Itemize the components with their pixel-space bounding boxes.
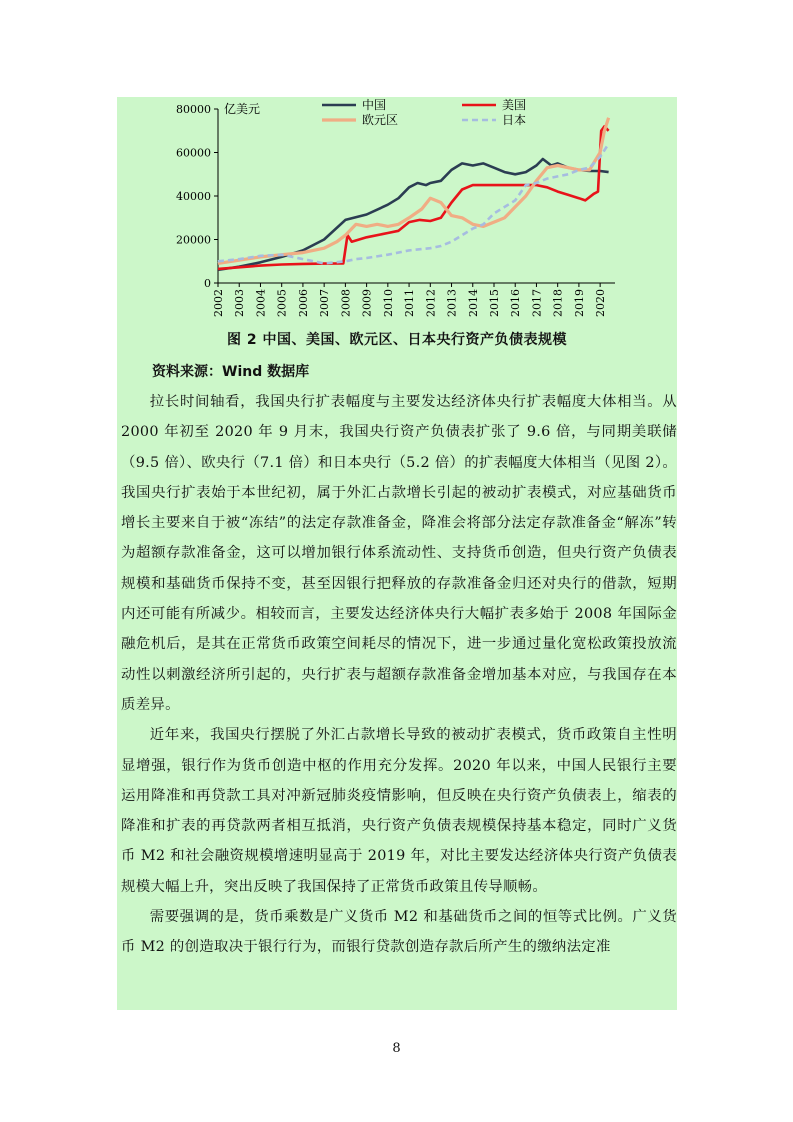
x-tick-label: 2005	[275, 289, 289, 317]
x-tick-label: 2002	[212, 289, 225, 317]
balance-sheet-chart	[117, 97, 677, 322]
legend-label: 日本	[502, 113, 527, 127]
legend-label: 中国	[362, 98, 387, 112]
x-tick-label: 2018	[551, 289, 565, 317]
paragraph: 近年来，我国央行摆脱了外汇占款增长导致的被动扩表模式，货币政策自主性明显增强，银行作为货币创造中枢的作用充分发挥。2020 年以来，中国人民银行主要运用降准和再贷款工具对冲新冠肺炎疫情影响，但反映在央行资产负债表上，缩表的降准和扩表的再贷款两者相互抵消，央行资产负债表规模保持基本稳定，同时广义货币 M2 和社会融资规模增速明显高于 2019 年，对比主要发达经济体央行资产负债表规模大幅上升，突出反映了我国保持了正常货币政策且传导顺畅。	[121, 727, 677, 895]
content-highlight-block	[117, 97, 677, 1010]
x-tick-label: 2011	[403, 289, 417, 317]
x-tick-label: 2009	[360, 289, 374, 317]
x-tick-label: 2007	[318, 289, 332, 317]
x-tick-label: 2019	[572, 289, 586, 317]
series-line-欧元区	[218, 118, 609, 264]
figure-source: 资料来源：Wind 数据库	[152, 364, 310, 380]
y-tick-label: 0	[204, 277, 211, 290]
y-tick-label: 20000	[176, 233, 211, 247]
x-tick-label: 2020	[594, 289, 608, 317]
x-tick-label: 2017	[530, 289, 544, 317]
body-text	[121, 387, 677, 963]
y-axis-label: 亿美元	[224, 102, 261, 116]
paragraph: 拉长时间轴看，我国央行扩表幅度与主要发达经济体央行扩表幅度大体相当。从 2000 年初至 2020 年 9 月末，我国央行资产负债表扩张了 9.6 倍，与同期美联储（9.5 倍）、欧央行（7.1 倍）和日本央行（5.2 倍）的扩表幅度大体相当（见图 2）。我国央行扩表始于本世纪初，属于外汇占款增长引起的被动扩表模式，对应基础货币增长主要来自于被“冻结”的法定存款准备金，降准会将部分法定存款准备金“解冻”转为超额存款准备金，这可以增加银行体系流动性、支持货币创造，但央行资产负债表规模和基础货币保持不变，甚至因银行把释放的存款准备金归还对央行的借款，短期内还可能有所减少。相较而言，主要发达经济体央行大幅扩表多始于 2008 年国际金融危机后，是其在正常货币政策空间耗尽的情况下，进一步通过量化宽松政策投放流动性以刺激经济所引起的，央行扩表与超额存款准备金增加基本对应，与我国存在本质差异。	[121, 394, 678, 713]
x-tick-label: 2012	[424, 289, 438, 317]
x-tick-label: 2013	[445, 289, 459, 317]
legend-label: 美国	[502, 98, 527, 112]
y-tick-label: 80000	[176, 103, 211, 116]
x-tick-label: 2010	[381, 289, 395, 317]
y-tick-label: 40000	[176, 190, 211, 203]
x-tick-label: 2008	[339, 289, 353, 317]
x-tick-label: 2014	[466, 289, 480, 317]
page-number: 8	[392, 1041, 401, 1056]
x-tick-label: 2003	[233, 289, 247, 317]
paragraph: 需要强调的是，货币乘数是广义货币 M2 和基础货币之间的恒等式比例。广义货币 M2 的创造取决于银行行为，而银行贷款创造存款后所产生的缴纳法定准	[121, 909, 677, 956]
x-tick-label: 2004	[254, 289, 268, 317]
figure-caption: 图 2 中国、美国、欧元区、日本央行资产负债表规模	[227, 332, 567, 348]
series-line-美国	[218, 126, 609, 269]
x-tick-label: 2006	[296, 289, 310, 317]
x-tick-label: 2015	[487, 289, 501, 317]
chart-svg	[117, 97, 677, 322]
legend-label: 欧元区	[362, 113, 399, 127]
series-line-日本	[218, 144, 609, 264]
y-tick-label: 60000	[176, 146, 211, 160]
x-tick-label: 2016	[509, 289, 523, 317]
